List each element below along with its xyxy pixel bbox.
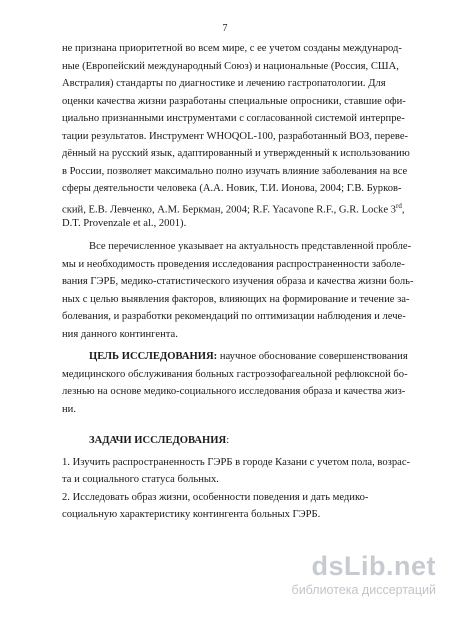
text-line: болевания, и разработки рекомендаций по оптимизации наблюдения и лече-	[62, 311, 406, 322]
tasks-heading-colon: :	[226, 435, 230, 446]
task-item-line: 2. Исследовать образ жизни, особенности поведения и дать медико-	[62, 491, 369, 503]
watermark-subtitle: библиотека диссертаций	[291, 583, 436, 597]
goal-text: научное обоснование совершенствования	[217, 351, 408, 362]
text-segment: ский, Е.В. Левченко, А.М. Беркман, 2004; R.F. Yacavone R.F., G.R. Locke 3	[62, 204, 396, 215]
text-line: ных с целью выявления факторов, влияющих на формирование и течение за-	[62, 293, 410, 305]
text-line: циально признанными инструментами с согласованной системой интерпре-	[62, 113, 405, 124]
text-line: тации результатов. Инструмент WHOQOL-100, разработанный ВОЗ, переве-	[62, 130, 409, 142]
text-line: ния данного контингента.	[62, 328, 178, 340]
text-line: Все перечисленное указывает на актуальность представленной пробле-	[89, 241, 412, 252]
task-item-line: та и социального статуса больных.	[62, 474, 219, 485]
paragraph-1	[62, 40, 424, 233]
task-item-line: 1. Изучить распространенность ГЭРБ в городе Казани с учетом пола, возрас-	[62, 456, 411, 468]
tasks-heading-line	[62, 432, 424, 450]
text-line: оценки качества жизни разработаны специальные опросники, ставшие офи-	[62, 95, 406, 107]
text-line: ни.	[62, 403, 76, 415]
paragraph-2	[62, 238, 424, 343]
text-line: ский, Е.В. Левченко, А.М. Беркман, 2004; R.F. Yacavone R.F., G.R. Locke 3rd,	[62, 201, 405, 215]
watermark-logo: dsLib.net	[311, 551, 436, 581]
text-line: мы и необходимость проведения исследования распространенности заболе-	[62, 258, 405, 270]
text-line: лезнью на основе медико-социального исследования образа и качества жиз-	[62, 386, 406, 397]
text-line: в России, позволяет максимально полно изучать влияние заболевания на все	[62, 165, 408, 177]
goal-line	[62, 348, 424, 366]
text-line: медицинского обслуживания больных гастроэзофагеальной рефлюксной бо-	[62, 368, 408, 380]
superscript: rd	[395, 201, 402, 210]
tasks-heading: ЗАДАЧИ ИССЛЕДОВАНИЯ	[89, 435, 227, 446]
text-line: ные (Европейский международный Союз) и национальные (Россия, США,	[62, 60, 399, 72]
text-line: D.T. Provenzale et al., 2001).	[62, 218, 187, 229]
text-line: не признана приоритетной во всем мире, с ее учетом созданы международ-	[62, 43, 402, 54]
tasks-section	[62, 432, 424, 524]
text-line: Австралия) стандарты по диагностике и лечению гастропатологии. Для	[62, 78, 386, 89]
text-line: сферы деятельности человека (А.А. Новик, Т.И. Ионова, 2004; Г.В. Бурков-	[62, 183, 402, 194]
goal-heading: ЦЕЛЬ ИССЛЕДОВАНИЯ:	[89, 351, 218, 362]
task-item-line: социальную характеристику контингента больных ГЭРБ.	[62, 509, 321, 520]
text-line: вания ГЭРБ, медико-статистического изучения образа и качества жизни боль-	[62, 276, 414, 287]
dslib-watermark	[261, 551, 436, 603]
page-number: 7	[222, 23, 228, 34]
goal-section	[62, 348, 424, 418]
text-line: дённый на русский язык, адаптированный и утвержденный к использованию	[62, 148, 410, 159]
